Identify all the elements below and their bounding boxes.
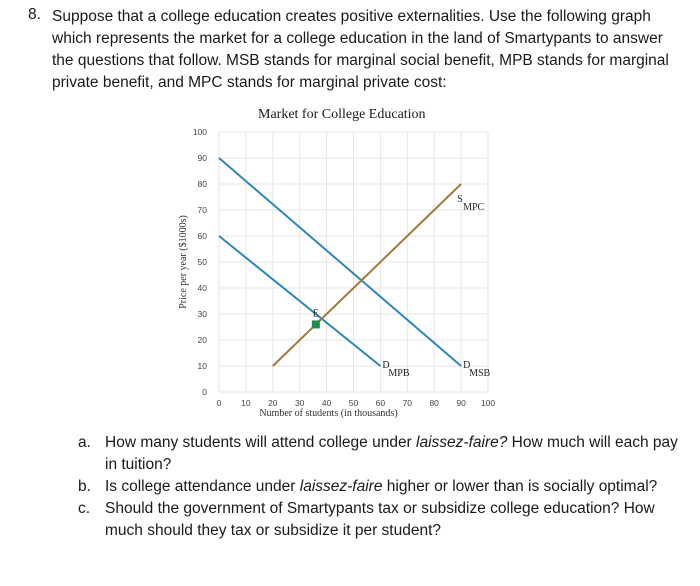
y-tick-label: 10: [197, 361, 207, 371]
text-run: How many students will attend college under: [105, 434, 417, 451]
x-tick-label: 10: [241, 398, 251, 408]
subquestion-text: [105, 432, 685, 476]
subquestion-label: a.: [78, 434, 91, 451]
text-run: How much will each pay in tuition?: [105, 434, 678, 473]
question-text: Suppose that a college education creates positive externalities. Use the following graph which represents the market for a college education in the land of Smartypants to answer the questions that follow. MSB stands for marginal social benefit, MPB stands for marginal private benefit, and MPC stands for marginal private cost:: [52, 8, 669, 91]
y-tick-label: 90: [197, 153, 207, 163]
x-tick-label: 70: [402, 398, 413, 408]
equilibrium-point: [312, 320, 320, 328]
x-tick-label: 80: [429, 398, 439, 408]
text-run: Should the government of Smartypants tax or subsidize college education? How much should they tax or subsidize it per student?: [105, 500, 655, 539]
y-tick-label: 40: [197, 283, 207, 293]
series-line-mpc: [273, 184, 461, 366]
y-tick-label: 50: [197, 257, 207, 267]
curve-label-sub-msb: MSB: [469, 368, 491, 379]
italic-term: laissez-faire: [299, 478, 383, 495]
chart-title: Market for College Education: [258, 107, 426, 122]
y-tick-label: 80: [197, 179, 207, 189]
curve-label-msb: D: [463, 360, 471, 371]
x-tick-label: 20: [268, 398, 278, 408]
market-chart: [170, 125, 510, 425]
x-tick-label: 100: [480, 398, 496, 408]
y-tick-label: 70: [197, 205, 207, 215]
subquestion-text: [105, 498, 685, 542]
y-tick-label: 20: [197, 335, 207, 345]
subquestion-text: [105, 476, 685, 498]
x-tick-label: 60: [375, 398, 386, 408]
x-tick-label: 90: [456, 398, 466, 408]
italic-term: laissez-faire?: [416, 434, 508, 451]
y-tick-label: 100: [192, 127, 207, 137]
text-run: higher or lower than is socially optimal?: [382, 478, 658, 495]
curve-label-sub-mpb: MPB: [388, 368, 410, 379]
subquestion-label: b.: [78, 478, 91, 495]
point-label-e: E: [312, 308, 319, 320]
x-tick-label: 30: [294, 398, 305, 408]
curve-label-sub-mpc: MPC: [463, 202, 485, 213]
curve-label-mpc: S: [457, 194, 463, 205]
y-axis-label: Price per year ($1000s): [178, 215, 189, 309]
x-tick-label: 50: [348, 398, 359, 408]
x-tick-label: 40: [321, 398, 332, 408]
y-tick-label: 60: [197, 231, 207, 241]
y-tick-label: 30: [197, 309, 207, 319]
text-run: Is college attendance under: [105, 478, 300, 495]
y-tick-label: 0: [202, 387, 207, 397]
x-axis-label: Number of students (in thousands): [259, 408, 398, 419]
question-number: 8.: [28, 6, 41, 23]
x-tick-label: 0: [216, 398, 222, 408]
subquestion-label: c.: [78, 500, 91, 517]
curve-label-mpb: D: [382, 360, 390, 371]
